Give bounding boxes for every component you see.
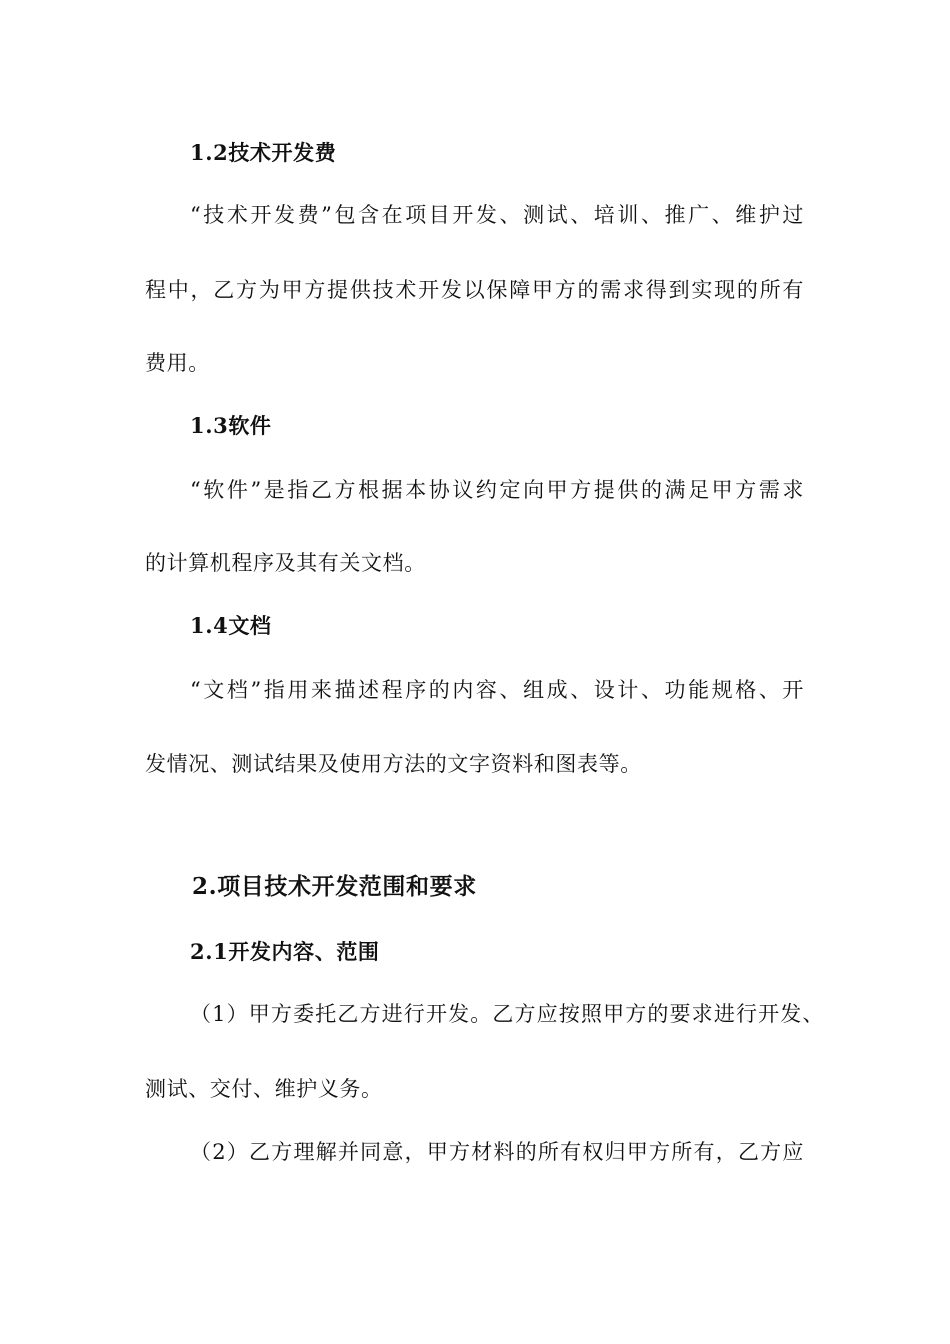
heading-2: 2.项目技术开发范围和要求 [192,873,477,900]
paragraph-1-4-line-2: 发情况、测试结果及使用方法的文字资料和图表等。 [145,752,642,776]
paragraph-1-2-line-1: “技术开发费”包含在项目开发、测试、培训、推广、维护过 [190,203,804,227]
paragraph-1-2-line-3: 费用。 [145,351,210,375]
paragraph-1-2-line-2: 程中，乙方为甲方提供技术开发以保障甲方的需求得到实现的所有 [145,278,804,302]
paragraph-2-1-item-1-line-2: 测试、交付、维护义务。 [145,1077,383,1101]
heading-2-1: 2.1开发内容、范围 [190,939,380,964]
paragraph-2-1-item-2-line-1: （2）乙方理解并同意，甲方材料的所有权归甲方所有，乙方应 [190,1140,804,1164]
paragraph-1-3-line-2: 的计算机程序及其有关文档。 [145,551,426,575]
heading-1-3: 1.3软件 [190,413,272,438]
paragraph-2-1-item-1-line-1: （1）甲方委托乙方进行开发。乙方应按照甲方的要求进行开发、 [190,1002,824,1026]
heading-1-4: 1.4文档 [190,613,272,638]
heading-1-2: 1.2技术开发费 [190,140,337,165]
paragraph-1-4-line-1: “文档”指用来描述程序的内容、组成、设计、功能规格、开 [190,678,804,702]
paragraph-1-3-line-1: “软件”是指乙方根据本协议约定向甲方提供的满足甲方需求 [190,478,804,502]
